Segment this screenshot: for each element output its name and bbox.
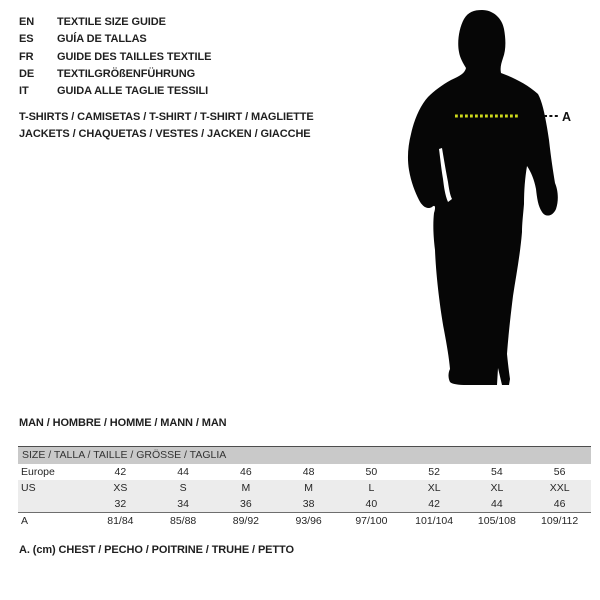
man-silhouette-figure [405, 8, 573, 390]
size-cell: 85/88 [169, 515, 197, 527]
size-cell: 42 [428, 498, 440, 510]
language-list [19, 14, 211, 100]
language-row-es [19, 31, 211, 48]
language-label: TEXTILGRÖßENFÜHRUNG [57, 67, 196, 80]
size-cell: 46 [553, 498, 566, 510]
language-row-en [19, 14, 211, 31]
size-cell: M [304, 482, 313, 494]
size-cell: 56 [553, 466, 566, 478]
size-cell: 89/92 [232, 515, 260, 527]
size-cell: 93/96 [295, 515, 322, 527]
measurement-footnote: A. (cm) CHEST / PECHO / POITRINE / TRUHE / PETTO [19, 544, 294, 556]
language-code: IT [19, 85, 29, 98]
language-label: GUIDE DES TAILLES TEXTILE [57, 50, 212, 63]
garment-category [19, 109, 314, 144]
garment-category-line2: JACKETS / CHAQUETAS / VESTES / JACKEN / GIACCHE [19, 127, 311, 140]
language-label: GUIDA ALLE TAGLIE TESSILI [57, 85, 209, 98]
size-cell: 46 [240, 466, 252, 478]
size-cell: 34 [177, 498, 189, 510]
garment-category-line1: T-SHIRTS / CAMISETAS / T-SHIRT / T-SHIRT / MAGLIETTE [19, 110, 314, 123]
table-row-chest-a [18, 512, 591, 529]
size-cell: 105/108 [477, 515, 516, 527]
row-label: A [21, 515, 29, 527]
size-cell: 48 [302, 466, 315, 478]
section-title-man: MAN / HOMBRE / HOMME / MANN / MAN [19, 417, 227, 429]
size-cell: XL [427, 482, 441, 494]
size-cell: 50 [365, 466, 378, 478]
size-cell: L [368, 482, 375, 494]
size-cell: 32 [114, 498, 127, 510]
size-table [18, 446, 591, 529]
man-silhouette-svg [405, 8, 573, 390]
language-row-de [19, 66, 211, 83]
size-cell: 97/100 [355, 515, 388, 527]
language-row-it [19, 83, 211, 100]
size-cell: 36 [240, 498, 252, 510]
language-code: ES [19, 33, 34, 46]
size-cell: M [241, 482, 251, 494]
size-cell: 44 [491, 498, 503, 510]
size-table-header: SIZE / TALLA / TAILLE / GRÖSSE / TAGLIA [18, 447, 591, 464]
language-code: EN [19, 16, 35, 28]
table-row-europe [18, 464, 591, 480]
language-row-fr [19, 49, 211, 66]
language-label: TEXTILE SIZE GUIDE [57, 16, 166, 28]
man-silhouette-shape [408, 10, 558, 385]
size-cell: 109/112 [541, 515, 579, 527]
size-cell: 38 [302, 498, 315, 510]
size-cell: 44 [177, 466, 189, 478]
size-cell: 52 [428, 466, 440, 478]
size-cell: S [179, 482, 187, 494]
size-cell: 40 [365, 498, 378, 510]
size-cell: XS [113, 482, 128, 494]
row-label [18, 496, 89, 512]
measure-label-a: A [562, 110, 572, 124]
language-code: DE [19, 67, 35, 80]
row-label: US [21, 482, 36, 494]
language-code: FR [19, 50, 34, 63]
size-cell: 101/104 [415, 515, 454, 527]
size-cell: 54 [491, 466, 503, 478]
size-cell: XXL [549, 482, 570, 494]
table-row-us [18, 480, 591, 496]
row-label: Europe [21, 466, 55, 478]
size-cell: 81/84 [107, 515, 134, 527]
table-row-us-numeric [18, 496, 591, 512]
language-label: GUÍA DE TALLAS [57, 33, 147, 46]
size-cell: 42 [114, 466, 127, 478]
size-cell: XL [490, 482, 504, 494]
